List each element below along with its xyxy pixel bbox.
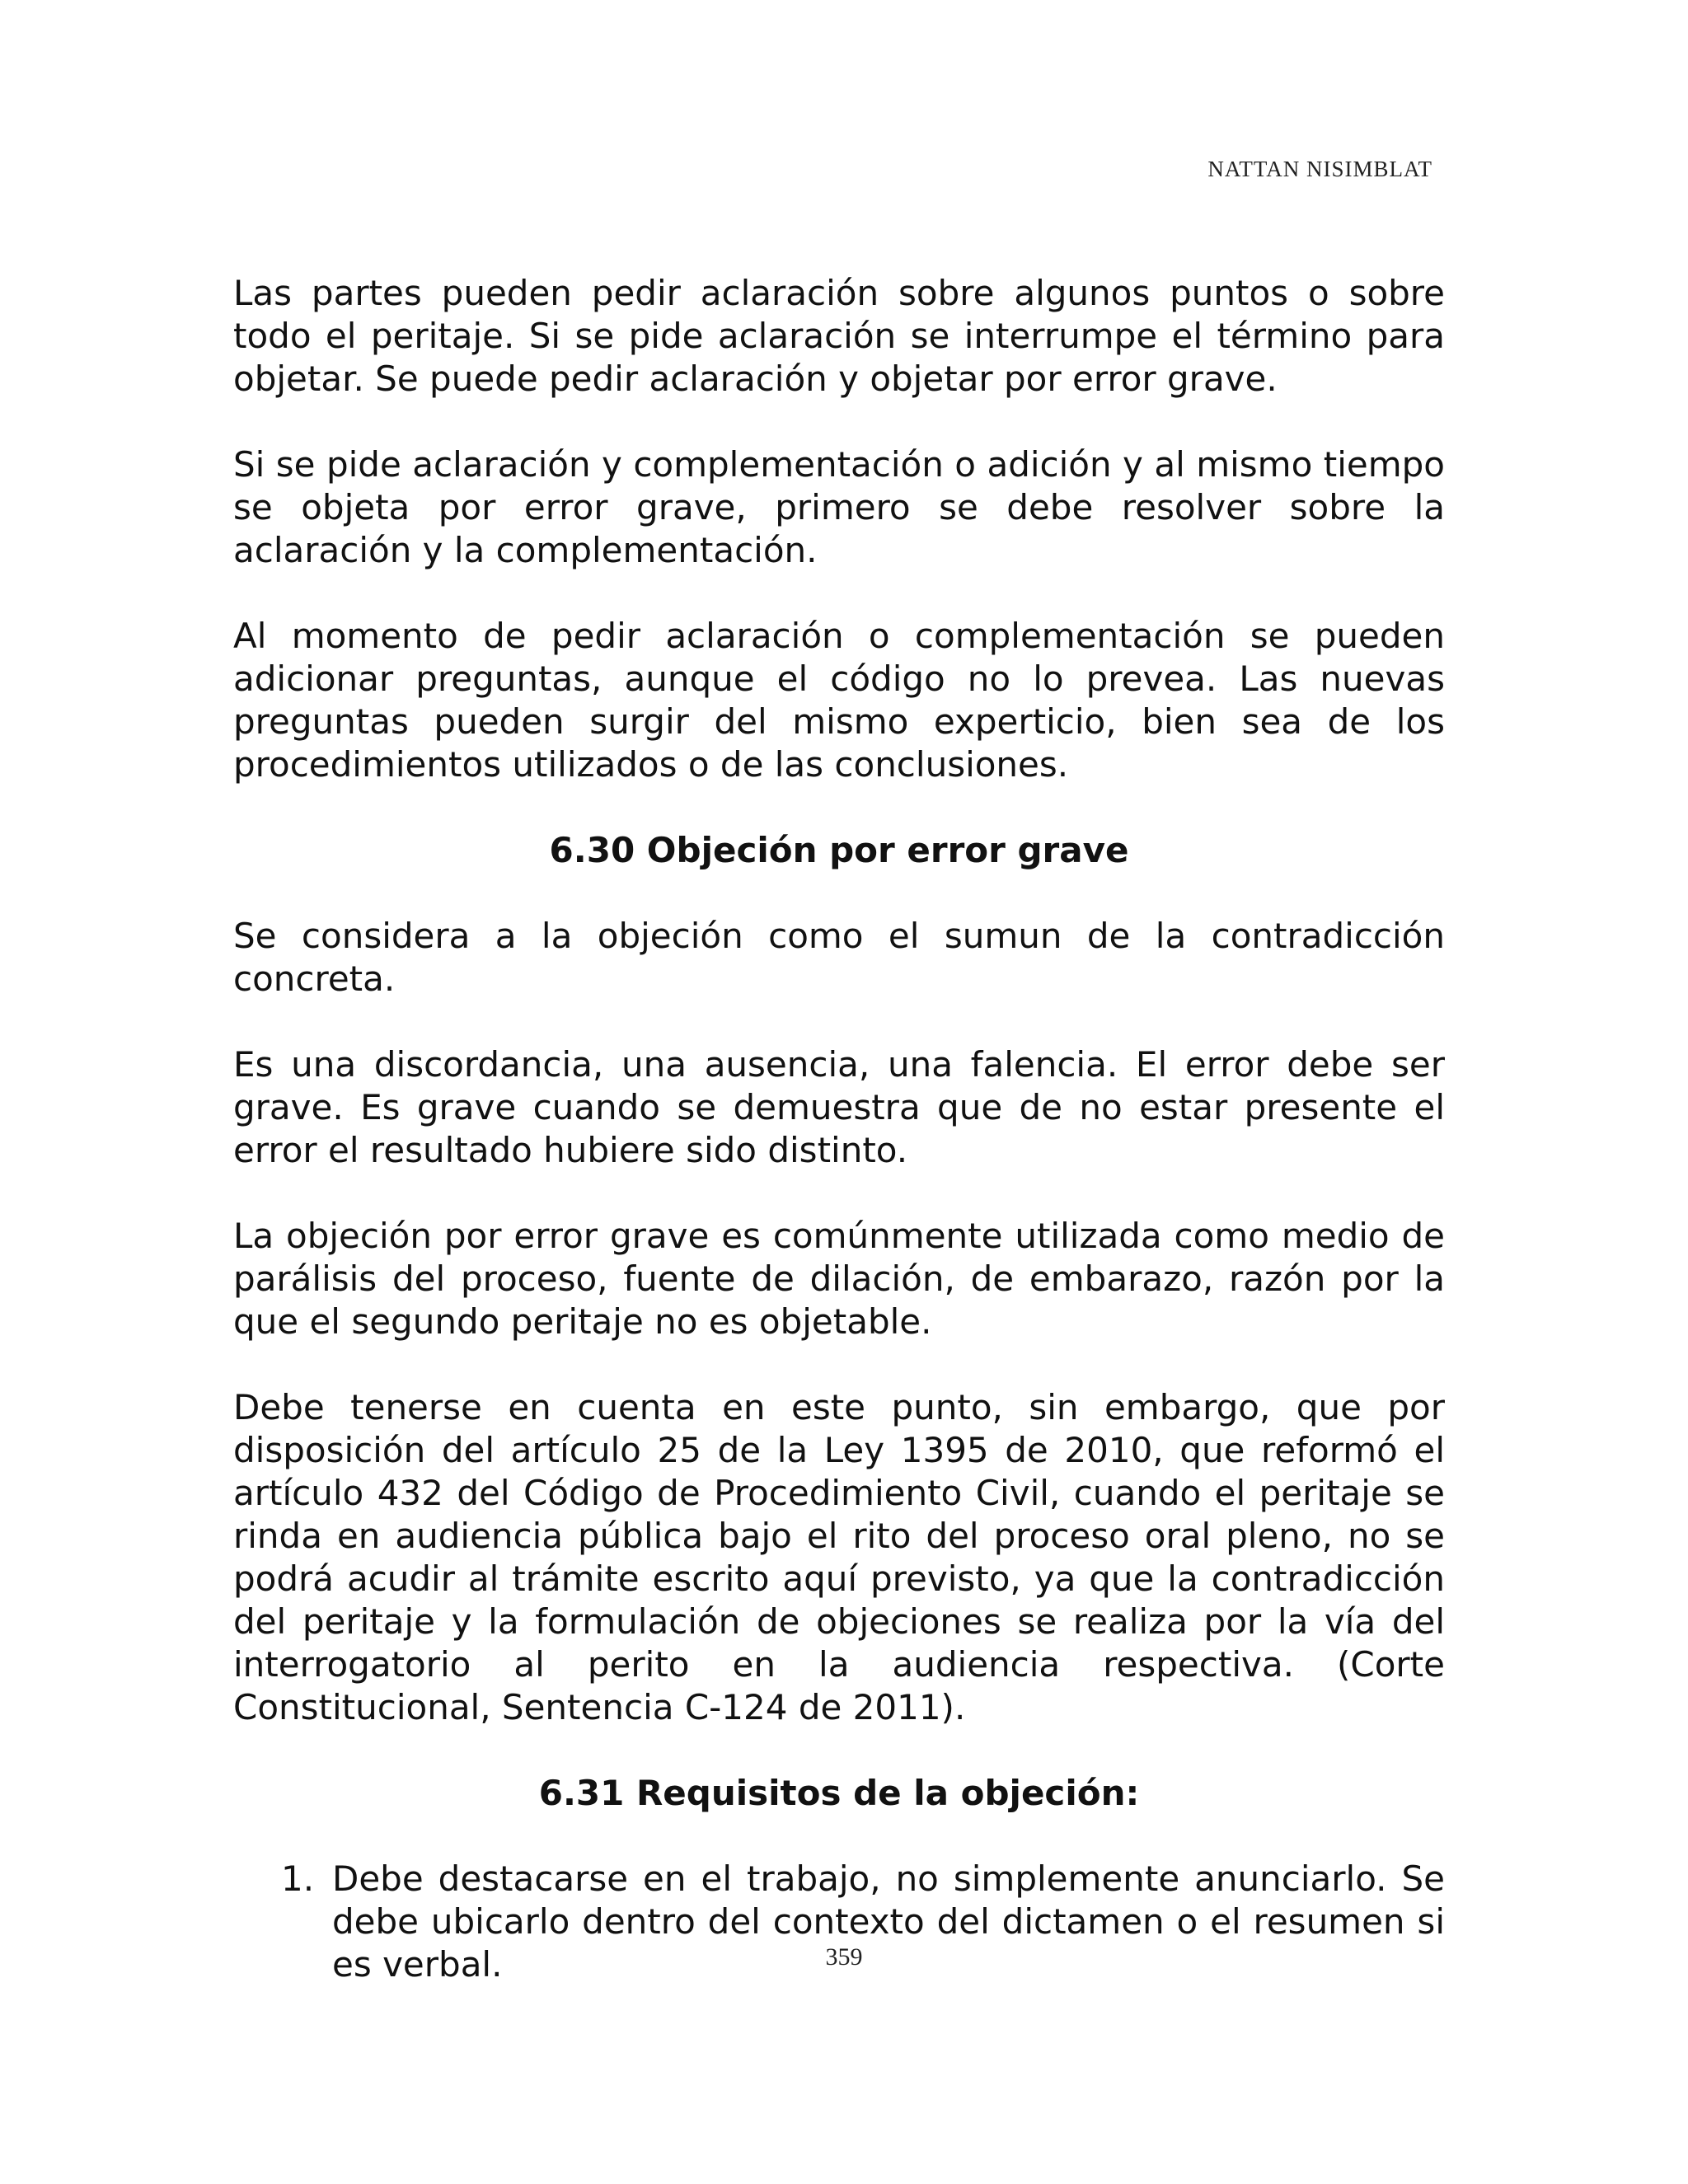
list-item-text: Debe destacarse en el trabajo, no simplemente anunciarlo. Se debe ubicarlo dentro del contexto del dictamen o el resumen si es verbal. <box>332 1858 1445 1985</box>
paragraph-aclaracion: Las partes pueden pedir aclaración sobre algunos puntos o sobre todo el peritaje. Si se pide aclaración se interrumpe el término para objetar. Se puede pedir aclaración y objetar por error grave. <box>233 273 1445 399</box>
page-body <box>233 272 1445 1986</box>
running-header-author: NATTAN NISIMBLAT <box>1207 157 1432 181</box>
paragraph-paralisis: La objeción por error grave es comúnmente utilizada como medio de parálisis del proceso, fuente de dilación, de embarazo, razón por la que el segundo peritaje no es objetable. <box>233 1216 1445 1342</box>
list-item-number: 1. <box>281 1858 315 1899</box>
section-heading-6-30: 6.30 Objeción por error grave <box>549 830 1129 870</box>
paragraph-discordancia: Es una discordancia, una ausencia, una falencia. El error debe ser grave. Es grave cuando se demuestra que de no estar presente el error el resultado hubiere sido distinto. <box>233 1044 1445 1170</box>
paragraph-nuevas-preguntas: Al momento de pedir aclaración o complementación se pueden adicionar preguntas, aunque el código no lo prevea. Las nuevas preguntas pueden surgir del mismo experticio, bien sea de los procedimientos utilizados o de las conclusiones. <box>233 616 1445 785</box>
paragraph-ley-1395: Debe tenerse en cuenta en este punto, sin embargo, que por disposición del artículo 25 de la Ley 1395 de 2010, que reformó el artículo 432 del Código de Procedimiento Civil, cuando el peritaje se rinda en audiencia pública bajo el rito del proceso oral pleno, no se podrá acudir al trámite escrito aquí previsto, ya que la contradicción del peritaje y la formulación de objeciones se realiza por la vía del interrogatorio al perito en la audiencia respectiva. (Corte Constitucional, Sentencia C-124 de 2011). <box>233 1387 1445 1727</box>
page-number: 359 <box>825 1943 863 1971</box>
paragraph-sumun: Se considera a la objeción como el sumun de la contradicción concreta. <box>233 916 1445 999</box>
section-heading-6-31: 6.31 Requisitos de la objeción: <box>538 1773 1140 1813</box>
paragraph-complementacion: Si se pide aclaración y complementación o adición y al mismo tiempo se objeta por error grave, primero se debe resolver sobre la aclaración y la complementación. <box>233 444 1445 570</box>
